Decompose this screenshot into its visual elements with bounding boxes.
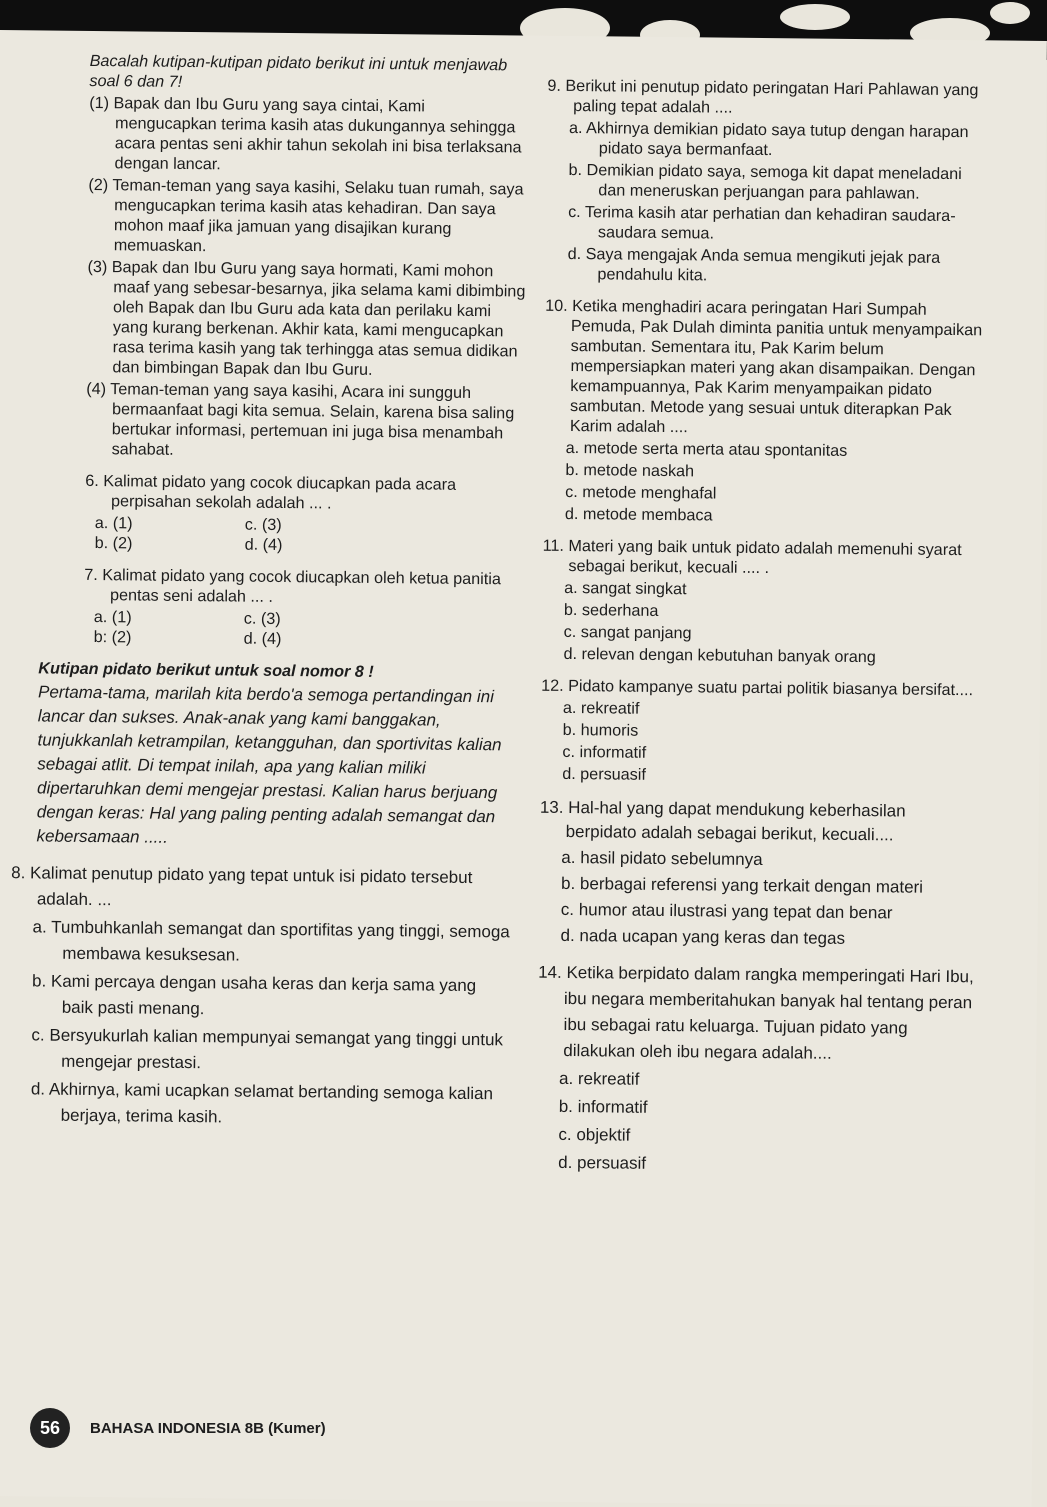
right-column <box>536 76 986 1183</box>
question-7-option-b: b: (2) <box>93 628 132 647</box>
question-8-option-b: b. Kami percaya dengan usaha keras dan kerja sama yang baik pasti menang. <box>31 971 477 1019</box>
question-11-option-a: a. sangat singkat <box>564 578 687 599</box>
question-6-text: 6. Kalimat pidato yang cocok diucapkan pada acara perpisahan sekolah adalah ... . <box>85 471 457 513</box>
question-13-option-a: a. hasil pidato sebelumnya <box>561 847 763 870</box>
question-13 <box>538 796 978 953</box>
question-6 <box>85 471 526 558</box>
question-14-option-c: c. objektif <box>558 1124 631 1145</box>
book-title: BAHASA INDONESIA 8B (Kumer) <box>90 1419 326 1437</box>
question-7-option-c: c. (3) <box>243 609 281 628</box>
question-8-option-a: a. Tumbuhkanlah semangat dan sportifitas yang tinggi, semoga membawa kesuksesan. <box>32 917 510 965</box>
page-footer <box>30 1408 326 1448</box>
question-10-option-d: d. metode membaca <box>564 504 713 525</box>
question-10-text: 10. Ketika menghadiri acara peringatan Hari Sumpah Pemuda, Pak Dulah diminta panitia untuk menyampaikan sambutan. Sementara itu, Pak Karim belum mempersiapkan materi yang akan disampaikan. Dengan kemampuannya, Pak Karim menyampaikan pidato sambutan. Metode yang sesuai untuk diterapkan Pak Karim adalah .... <box>545 296 983 437</box>
question-9-option-c: c. Terima kasih atar perhatian dan kehadiran saudara-saudara semua. <box>568 202 956 243</box>
question-12-option-c: c. informatif <box>562 742 647 762</box>
question-13-option-c: c. humor atau ilustrasi yang tepat dan benar <box>560 899 893 923</box>
question-11-option-c: c. sangat panjang <box>563 622 692 643</box>
question-12-option-d: d. persuasif <box>562 764 647 784</box>
question-9-option-a: a. Akhirnya demikian pidato saya tutup dengan harapan pidato saya bermanfaat. <box>568 118 969 160</box>
question-7-option-a: a. (1) <box>93 608 132 627</box>
excerpt-3: (3) Bapak dan Ibu Guru yang saya hormati, Kami mohon maaf yang sebesar-besarnya, jika selama kami dibimbing oleh Bapak dan Ibu Guru ada kata dan perilaku kami yang kurang berkenan. Akhir kata, kami mengucapkan rasa terima kasih yang tak terhingga atas semua didikan dan bimbingan Bapak dan Ibu Guru. <box>87 257 526 379</box>
question-14-option-a: a. rekreatif <box>558 1068 640 1089</box>
question-11-option-b: b. sederhana <box>563 600 659 620</box>
question-8-option-d: d. Akhirnya, kami ucapkan selamat bertanding semoga kalian berjaya, terima kasih. <box>30 1079 494 1127</box>
question-9 <box>545 76 985 289</box>
question-8-text: 8. Kalimat penutup pidato yang tepat untuk isi pidato tersebut adalah. ... <box>11 863 473 910</box>
question-11-text: 11. Materi yang baik untuk pidato adalah memenuhi syarat sebagai berikut, kecuali .... . <box>542 536 962 578</box>
question-8-option-c: c. Bersyukurlah kalian mempunyai semangat yang tinggi untuk mengejar prestasi. <box>31 1025 504 1073</box>
question-12 <box>540 676 979 789</box>
question-10-option-a: a. metode serta merta atau spontanitas <box>565 438 848 460</box>
question-7-text: 7. Kalimat pidato yang cocok diucapkan oleh ketua panitia pentas seni adalah ... . <box>84 565 502 606</box>
instructions: Bacalah kutipan-kutipan pidato berikut ini untuk menjawab soal 6 dan 7! <box>89 51 508 91</box>
question-11-option-d: d. relevan dengan kebutuhan banyak orang <box>563 644 876 667</box>
question-10-option-c: c. metode menghafal <box>565 482 717 503</box>
question-8 <box>9 860 512 1133</box>
question-7-option-d: d. (4) <box>243 629 282 648</box>
question-6-option-a: a. (1) <box>94 514 133 533</box>
question-13-text: 13. Hal-hal yang dapat mendukung keberhasilan berpidato adalah sebagai berikut, kecuali.... <box>539 797 906 845</box>
question-13-option-b: b. berbagai referensi yang terkait dengan materi <box>560 873 924 897</box>
question-11 <box>541 536 980 669</box>
question-14-text: 14. Ketika berpidato dalam rangka memperingati Hari Ibu, ibu negara memberitahukan banyak hal tentang peran ibu sebagai ratu keluarga. Tujuan pidato yang dilakukan oleh ibu negara adalah.... <box>538 962 974 1063</box>
question-13-option-d: d. nada ucapan yang keras dan tegas <box>560 925 846 948</box>
excerpt-4: (4) Teman-teman yang saya kasihi, Acara ini sungguh bermaanfaat bagi kita semua. Selain, karena bisa saling bertukar informasi, pertemuan ini juga bisa menambah sahabat. <box>86 379 515 459</box>
question-9-option-d: d. Saya mengajak Anda semua mengikuti jejak para pendahulu kita. <box>567 244 941 285</box>
left-column <box>11 51 529 1136</box>
question-9-text: 9. Berikut ini penutup pidato peringatan Hari Pahlawan yang paling tepat adalah .... <box>547 76 979 117</box>
excerpt-2: (2) Teman-teman yang saya kasihi, Selaku tuan rumah, saya mengucapkan terima kasih atas kehadiran. Dan saya mohon maaf jika jamuan yang disajikan kurang memuaskan. <box>88 175 524 256</box>
question-12-option-b: b. humoris <box>562 720 639 740</box>
question-12-text: 12. Pidato kampanye suatu partai politik biasanya bersifat.... <box>541 676 974 700</box>
question-14 <box>536 960 976 1181</box>
question-14-option-d: d. persuasif <box>558 1152 647 1173</box>
question-6-option-d: d. (4) <box>244 535 283 554</box>
excerpt-8-text: Pertama-tama, marilah kita berdo'a semoga pertandingan ini lancar dan sukses. Anak-anak yang kami banggakan, tunjukkanlah ketrampilan, ketangguhan, dan sportivitas kalian sebagai atlit. Di tempat inilah, apa yang kalian miliki dipertaruhkan demi mengejar prestasi. Kalian harus berjuang dengan keras: Hal yang paling penting adalah semangat dan kebersamaan ..... <box>36 682 502 847</box>
question-12-option-a: a. rekreatif <box>562 698 640 718</box>
question-6-option-c: c. (3) <box>244 515 282 534</box>
textbook-page <box>0 30 1047 1507</box>
excerpt-1: (1) Bapak dan Ibu Guru yang saya cintai, Kami mengucapkan terima kasih atas dukungannya sehingga acara pentas seni akhir tahun sekolah ini bisa terlaksana dengan lancar. <box>89 93 522 174</box>
question-6-option-b: b. (2) <box>94 534 133 553</box>
question-10 <box>543 296 983 529</box>
speech-excerpts <box>86 93 530 464</box>
page-number: 56 <box>30 1408 70 1448</box>
question-7 <box>84 565 525 652</box>
excerpt-8 <box>36 658 518 853</box>
excerpt-8-title: Kutipan pidato berikut untuk soal nomor 8 ! <box>38 659 374 681</box>
question-9-option-b: b. Demikian pidato saya, semoga kit dapat meneladani dan meneruskan perjuangan para pahlawan. <box>568 160 962 203</box>
question-10-option-b: b. metode naskah <box>565 460 695 481</box>
question-14-option-b: b. informatif <box>558 1096 648 1117</box>
